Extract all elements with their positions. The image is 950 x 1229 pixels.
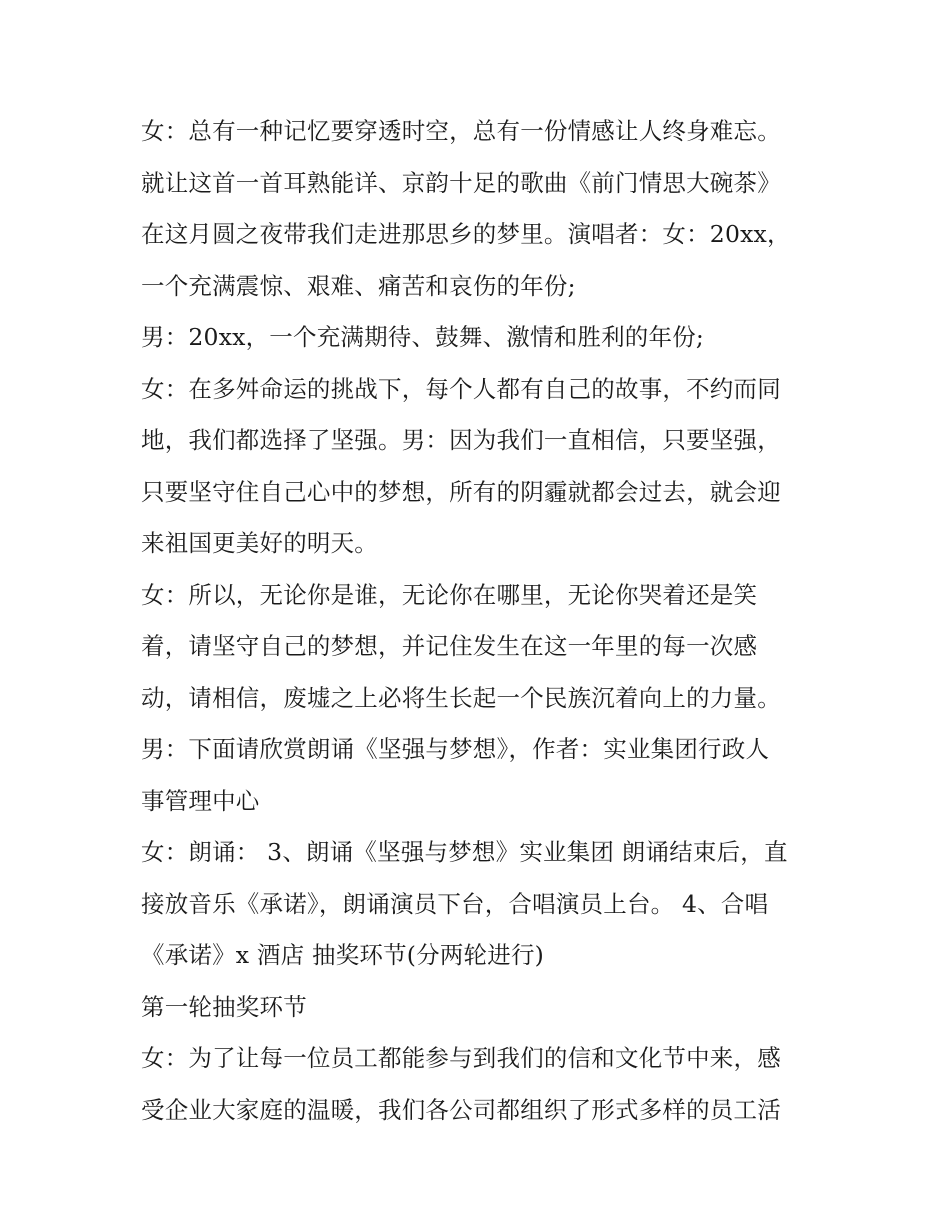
text-line: 只要坚守住自己心中的梦想，所有的阴霾就都会过去，就会迎 (141, 477, 781, 506)
text-line: 男：20xx，一个充满期待、鼓舞、激情和胜利的年份; (141, 323, 705, 351)
text-line: 事管理中心 (141, 786, 260, 815)
section-heading: 第一轮抽奖环节 (141, 992, 307, 1021)
text-line: 女：朗诵： 3、朗诵《坚强与梦想》实业集团 朗诵结束后，直 (141, 838, 788, 866)
text-line: 就让这首一首耳熟能详、京韵十足的歌曲《前门情思大碗茶》 (141, 168, 781, 197)
text-line: 女：总有一种记忆要穿透时空，总有一份情感让人终身难忘。 (141, 117, 781, 145)
text-line: 受企业大家庭的温暖，我们各公司都组织了形式多样的员工活 (141, 1095, 781, 1124)
text-line: 地，我们都选择了坚强。男：因为我们一直相信，只要坚强， (141, 426, 781, 454)
text-line: 在这月圆之夜带我们走进那思乡的梦里。演唱者：女：20xx， (141, 220, 791, 248)
text-line: 动，请相信，废墟之上必将生长起一个民族沉着向上的力量。 (141, 683, 781, 712)
text-line: 女：为了让每一位员工都能参与到我们的信和文化节中来，感 (141, 1044, 781, 1072)
text-line: 一个充满震惊、艰难、痛苦和哀伤的年份; (141, 271, 576, 300)
text-line: 来祖国更美好的明天。 (141, 529, 378, 557)
text-line: 男：下面请欣赏朗诵《坚强与梦想》，作者：实业集团行政人 (141, 735, 770, 763)
text-line: 女：所以，无论你是谁，无论你在哪里，无论你哭着还是笑 (141, 580, 758, 609)
text-line: 接放音乐《承诺》，朗诵演员下台，合唱演员上台。 4、合唱 (141, 889, 769, 918)
text-line: 着，请坚守自己的梦想，并记住发生在这一年里的每一次感 (141, 632, 758, 660)
text-line: 《承诺》x 酒店 抽奖环节(分两轮进行) (141, 941, 545, 969)
text-line: 女：在多舛命运的挑战下，每个人都有自己的故事，不约而同 (141, 374, 781, 403)
document-body (141, 106, 821, 1136)
